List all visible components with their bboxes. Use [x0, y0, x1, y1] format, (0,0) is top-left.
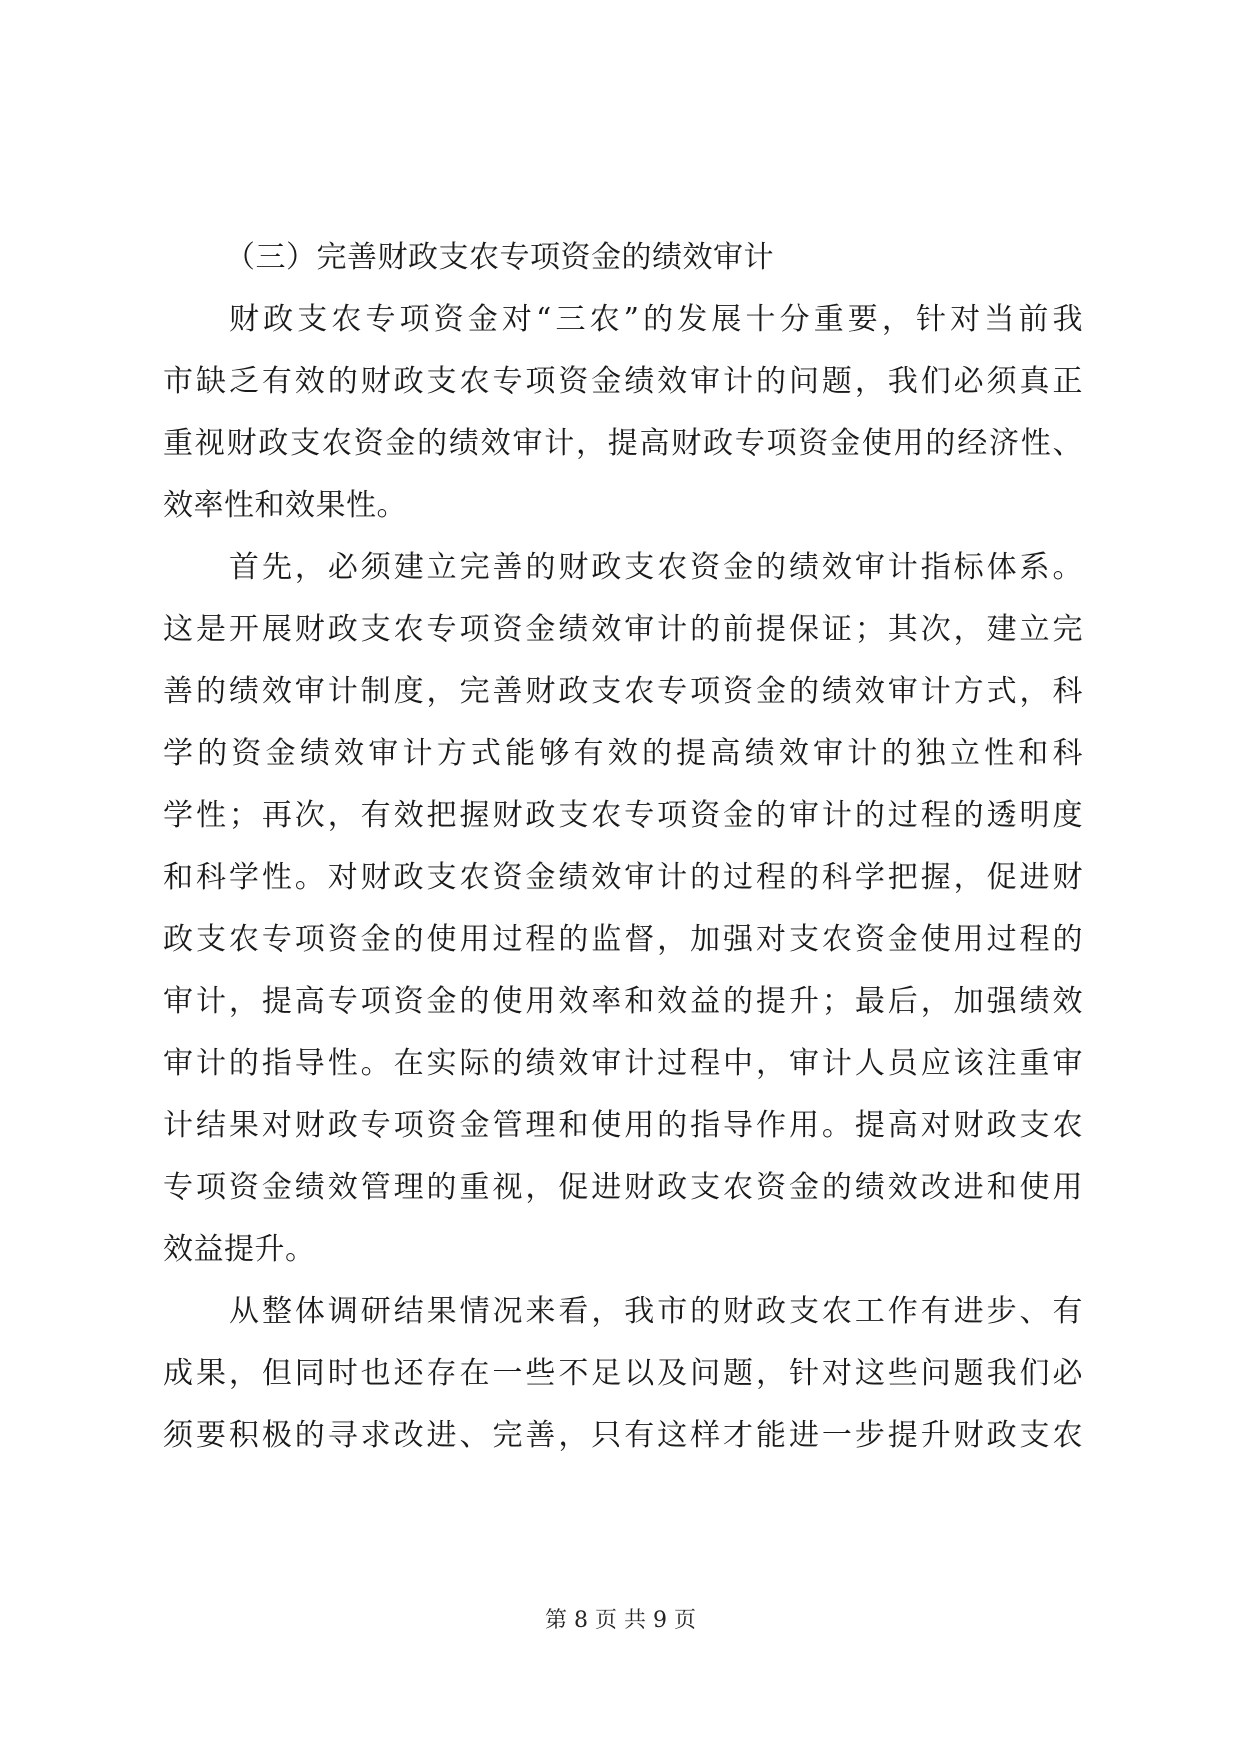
- paragraph-line: 专项资金绩效管理的重视，促进财政支农资金的绩效改进和使用: [163, 1170, 1083, 1205]
- paragraph-line: 须要积极的寻求改进、完善，只有这样才能进一步提升财政支农: [163, 1418, 1083, 1453]
- paragraph-2: [163, 537, 1083, 1281]
- paragraph-line: 学的资金绩效审计方式能够有效的提高绩效审计的独立性和科: [163, 736, 1083, 771]
- paragraph-line: 善的绩效审计制度，完善财政支农专项资金的绩效审计方式，科: [163, 674, 1083, 709]
- section-heading: （三）完善财政支农专项资金的绩效审计: [225, 240, 774, 275]
- paragraph-line: 审计的指导性。在实际的绩效审计过程中，审计人员应该注重审: [163, 1046, 1083, 1081]
- paragraph-line: 首先，必须建立完善的财政支农资金的绩效审计指标体系。: [229, 550, 1083, 585]
- paragraph-line: 市缺乏有效的财政支农专项资金绩效审计的问题，我们必须真正: [163, 364, 1083, 399]
- paragraph-line: 政支农专项资金的使用过程的监督，加强对支农资金使用过程的: [163, 922, 1083, 957]
- paragraph-line: 审计，提高专项资金的使用效率和效益的提升；最后，加强绩效: [163, 984, 1083, 1019]
- paragraph-1: [163, 289, 1083, 537]
- paragraph-line: 效率性和效果性。: [163, 488, 407, 523]
- paragraph-line: 学性；再次，有效把握财政支农专项资金的审计的过程的透明度: [163, 798, 1083, 833]
- paragraph-line: 成果，但同时也还存在一些不足以及问题，针对这些问题我们必: [163, 1356, 1083, 1391]
- page-footer: [0, 1606, 1241, 1636]
- paragraph-line: 和科学性。对财政支农资金绩效审计的过程的科学把握，促进财: [163, 860, 1083, 895]
- paragraph-line: 效益提升。: [163, 1232, 316, 1267]
- paragraph-line: 财政支农专项资金对“三农”的发展十分重要，针对当前我: [229, 302, 1083, 337]
- paragraph-line: 这是开展财政支农专项资金绩效审计的前提保证；其次，建立完: [163, 612, 1083, 647]
- paragraph-line: 重视财政支农资金的绩效审计，提高财政专项资金使用的经济性、: [163, 426, 1083, 461]
- paragraph-line: 从整体调研结果情况来看，我市的财政支农工作有进步、有: [229, 1294, 1083, 1329]
- document-body: [163, 227, 1083, 1467]
- paragraph-3: [163, 1281, 1083, 1467]
- page-number: 第 8 页 共 9 页: [545, 1608, 696, 1633]
- paragraph-line: 计结果对财政专项资金管理和使用的指导作用。提高对财政支农: [163, 1108, 1083, 1143]
